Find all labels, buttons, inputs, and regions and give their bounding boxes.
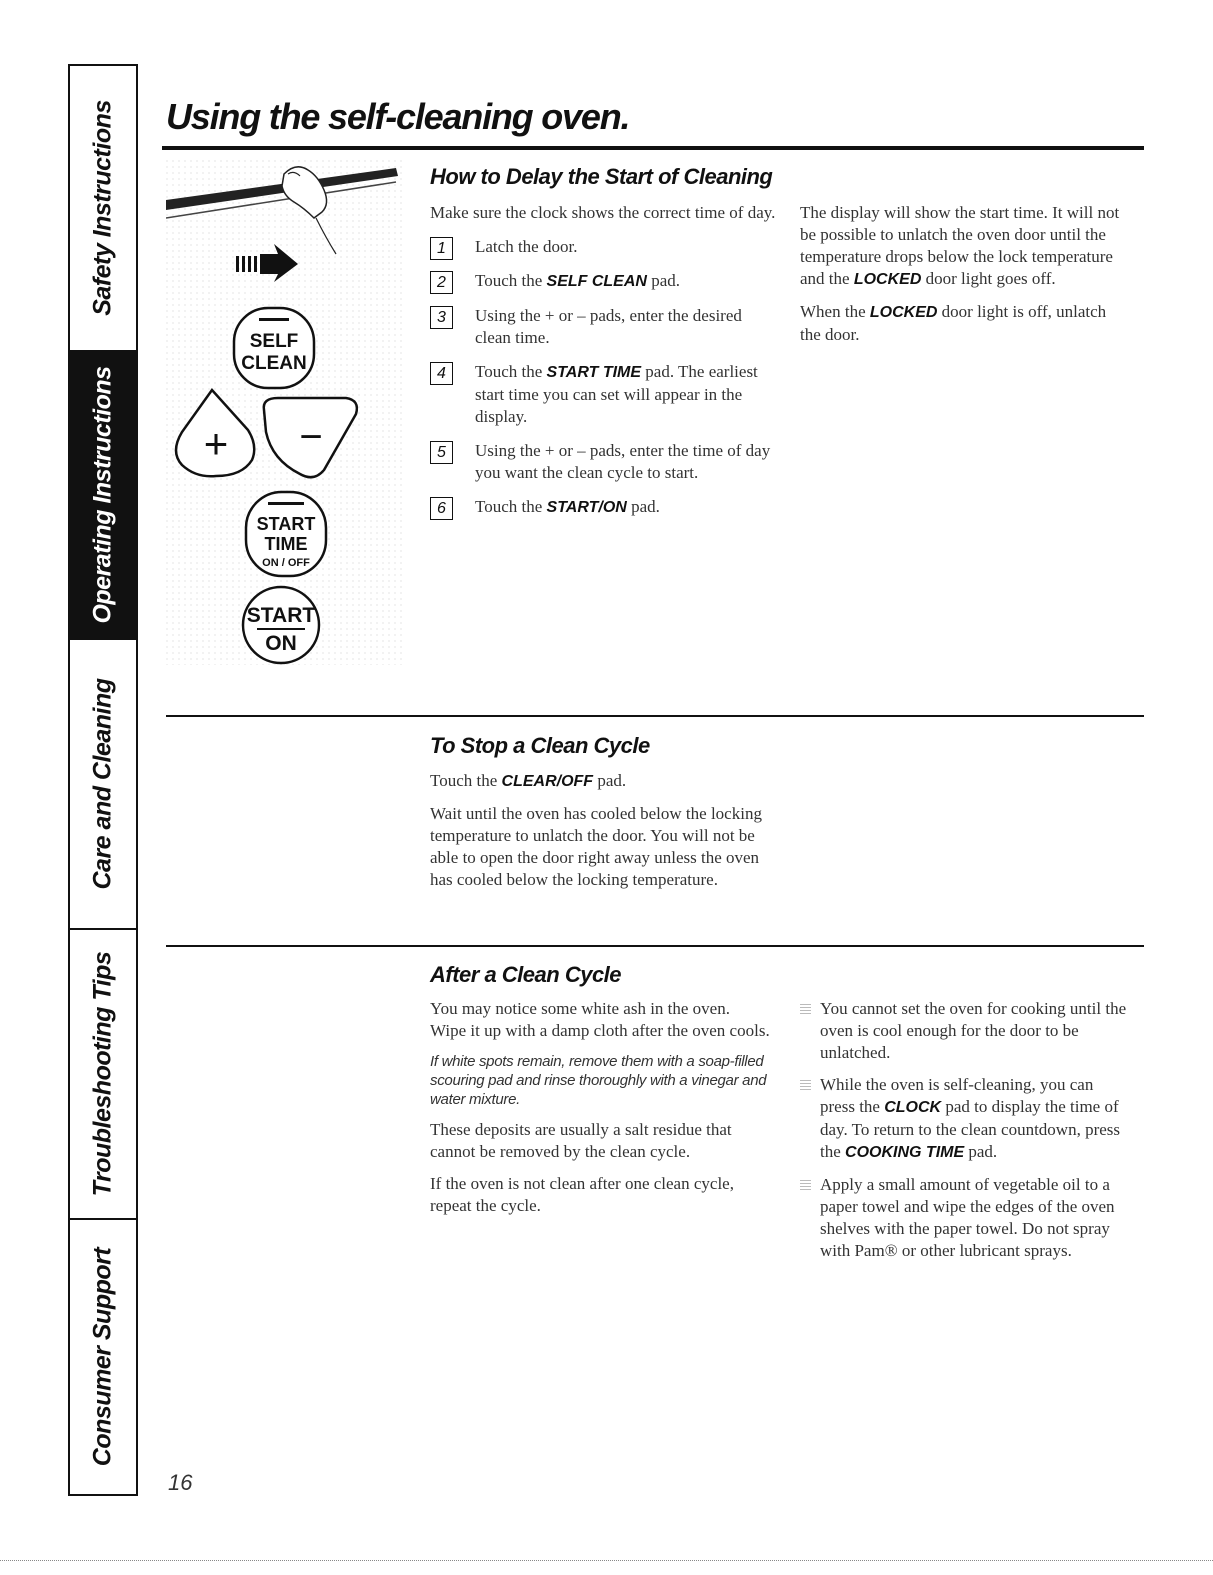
delay-notes: [800, 202, 1120, 356]
step-text: pad.: [626, 497, 660, 516]
sidebar-tabs: [68, 64, 138, 1496]
stop-text: Touch the: [430, 771, 502, 790]
start-time-pad: [246, 492, 326, 576]
step-number: 3: [430, 306, 453, 329]
step-number: 4: [430, 362, 453, 385]
control-pad-illustration: [166, 160, 406, 665]
start-time-keyword: START TIME: [546, 364, 642, 381]
self-clean-pad-line2: CLEAN: [241, 353, 307, 374]
tab-label: Troubleshooting Tips: [88, 951, 117, 1197]
step-text: pad.: [646, 271, 681, 290]
stop-heading: To Stop a Clean Cycle: [430, 733, 650, 758]
start-time-pad-line1: START: [256, 514, 316, 534]
step-text: Using the + or – pads, enter the time of day you want the clean cycle to start.: [475, 441, 771, 482]
page-number: 16: [168, 1470, 193, 1495]
locked-keyword: LOCKED: [869, 304, 938, 321]
start-time-pad-line2: TIME: [264, 534, 308, 554]
start-time-pad-line3: ON / OFF: [262, 557, 310, 569]
bullet-icon: [800, 1003, 811, 1014]
delay-note-1: [800, 202, 1120, 291]
bullet-text: While the oven is self-cleaning, you can press the: [820, 1075, 1094, 1116]
self-clean-pad: [234, 308, 314, 388]
step-4: [430, 361, 780, 428]
bullet-item: [800, 1174, 1130, 1262]
self-clean-keyword: SELF CLEAN: [546, 273, 647, 290]
step-1: [430, 236, 780, 258]
section-divider: [166, 715, 1144, 717]
footer-line: [0, 1560, 1213, 1561]
step-text: Touch the: [475, 497, 547, 516]
after-note: If white spots remain, remove them with a soap-filled scouring pad and rinse thoroughly with a vinegar and water mixture.: [430, 1053, 767, 1108]
title-rule: [162, 146, 1144, 150]
delay-heading: How to Delay the Start of Cleaning: [430, 164, 773, 189]
step-text: pad. The earliest start time you can set will appear in the display.: [475, 362, 758, 426]
tab-label: Care and Cleaning: [88, 678, 117, 890]
after-p1: You may notice some white ash in the oven. Wipe it up with a damp cloth after the oven cools.: [430, 999, 770, 1040]
step-number: 6: [430, 497, 453, 520]
after-heading: After a Clean Cycle: [430, 962, 622, 987]
bullet-item: [800, 998, 1130, 1064]
start-on-pad: [243, 587, 319, 663]
bullet-text: pad to display the time of day. To return to the clean countdown, press the: [820, 1097, 1121, 1161]
section-divider: [166, 945, 1144, 947]
cooking-time-keyword: COOKING TIME: [845, 1144, 965, 1161]
bullet-text: Apply a small amount of vegetable oil to a paper towel and wipe the edges of the oven shelves with the paper towel. Do not spray with Pam® or other lubricant sprays.: [820, 1175, 1115, 1260]
stop-text: pad.: [593, 771, 627, 790]
plus-pad-label: +: [203, 420, 229, 467]
clock-keyword: CLOCK: [884, 1099, 942, 1116]
stop-note: Wait until the oven has cooled below the locking temperature to unlatch the door. You will not be able to open the door right away unless the oven has cooled below the locking temperature.: [430, 804, 762, 889]
bullet-icon: [800, 1179, 811, 1190]
locked-keyword: LOCKED: [853, 271, 922, 288]
stop-instruction: [430, 770, 780, 793]
delay-intro: Make sure the clock shows the correct time of day.: [430, 203, 776, 222]
bullet-text: pad.: [964, 1142, 998, 1161]
tab-consumer-support[interactable]: [70, 1220, 136, 1494]
tab-safety-instructions[interactable]: [70, 66, 136, 352]
bullet-item: [800, 1074, 1130, 1164]
step-6: [430, 496, 780, 519]
bullet-text: You cannot set the oven for cooking until the oven is cool enough for the door to be unlatched.: [820, 999, 1127, 1062]
tab-label: Safety Instructions: [88, 100, 117, 316]
delay-note-2: [800, 301, 1120, 346]
delay-steps: [430, 202, 780, 531]
minus-pad-label: −: [299, 415, 323, 459]
after-bullets: [800, 998, 1130, 1272]
step-text: Touch the: [475, 362, 547, 381]
stop-body: [430, 770, 780, 901]
page-title: Using the self-cleaning oven.: [166, 96, 630, 137]
after-body: [430, 998, 770, 1227]
clear-off-keyword: CLEAR/OFF: [501, 773, 594, 790]
note-text: door light goes off.: [921, 269, 1056, 288]
tab-label: Operating Instructions: [88, 366, 117, 624]
bullet-icon: [800, 1079, 811, 1090]
step-number: 2: [430, 271, 453, 294]
step-2: [430, 270, 780, 293]
step-text: Latch the door.: [475, 237, 578, 256]
step-text: Using the + or – pads, enter the desired clean time.: [475, 306, 742, 347]
start-on-pad-line2: ON: [265, 632, 297, 655]
after-p2: These deposits are usually a salt residue that cannot be removed by the clean cycle.: [430, 1120, 732, 1161]
step-3: [430, 305, 780, 349]
step-number: 5: [430, 441, 453, 464]
note-text: When the: [800, 302, 870, 321]
step-5: [430, 440, 780, 484]
self-clean-pad-line1: SELF: [249, 331, 299, 352]
start-on-keyword: START/ON: [546, 499, 627, 516]
note-text: door light is off, unlatch the door.: [800, 302, 1107, 344]
tab-operating-instructions[interactable]: [70, 352, 136, 640]
note-text: The display will show the start time. It will not be possible to unlatch the oven door until the temperature drops below the lock temperature and the: [800, 203, 1120, 288]
step-text: Touch the: [475, 271, 547, 290]
step-number: 1: [430, 237, 453, 260]
start-on-pad-line1: START: [246, 604, 316, 627]
after-p3: If the oven is not clean after one clean cycle, repeat the cycle.: [430, 1174, 734, 1215]
tab-troubleshooting-tips[interactable]: [70, 930, 136, 1220]
tab-care-and-cleaning[interactable]: [70, 640, 136, 930]
tab-label: Consumer Support: [88, 1247, 117, 1467]
